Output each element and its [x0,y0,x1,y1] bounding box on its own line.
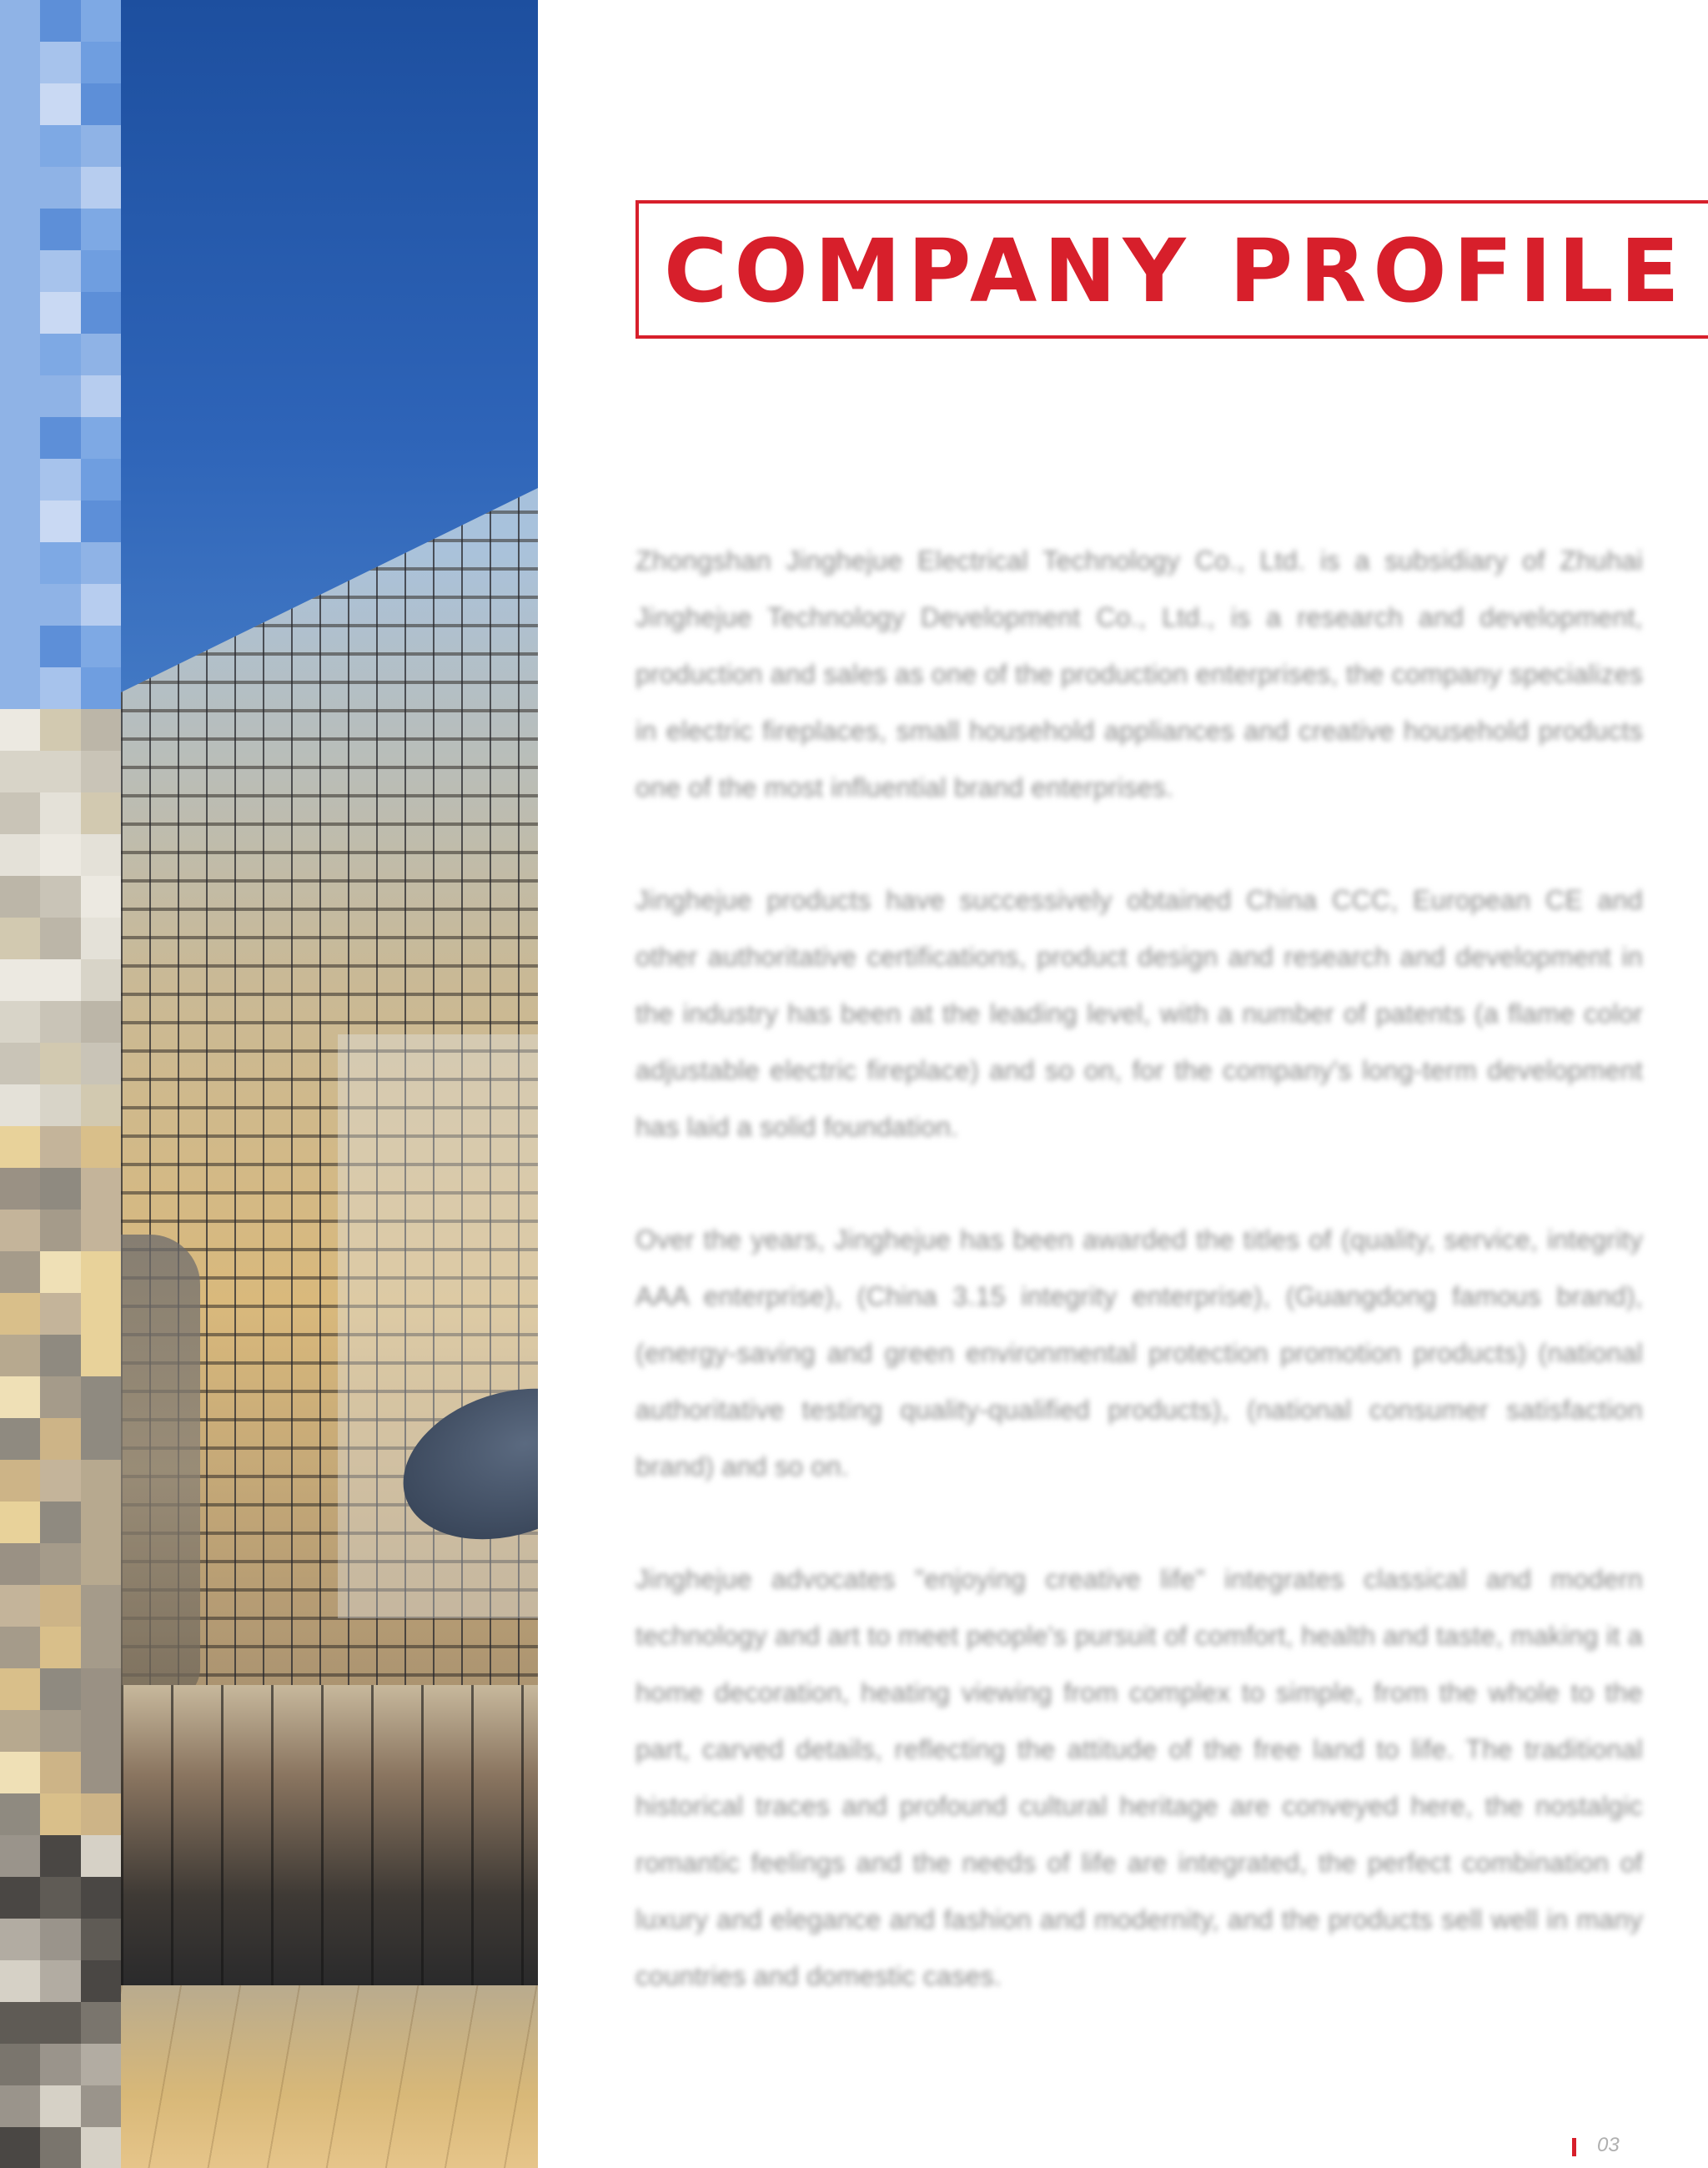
mosaic-tile [81,1502,121,1543]
mosaic-tile [40,1126,80,1168]
mosaic-tile [81,1084,121,1126]
mosaic-tile [81,417,121,459]
mosaic-tile [40,1835,80,1877]
mosaic-tile [81,959,121,1001]
mosaic-tile [40,1460,80,1502]
mosaic-tile [81,709,121,751]
mosaic-tile [0,1710,40,1752]
mosaic-tile [0,1835,40,1877]
mosaic-tile [81,1668,121,1710]
mosaic-tile [0,1001,40,1043]
mosaic-tile [0,459,40,501]
mosaic-tile [40,584,80,626]
mosaic-tile [81,1335,121,1376]
mosaic-tile [81,1460,121,1502]
mosaic-tile [81,125,121,167]
mosaic-tile [0,709,40,751]
mosaic-tile [40,250,80,292]
mosaic-tile [40,1376,80,1418]
mosaic-tile [0,501,40,542]
mosaic-tile [0,1210,40,1251]
mosaic-tile [0,792,40,834]
mosaic-tile [40,709,80,751]
mosaic-tile [0,209,40,250]
mosaic-tile [0,2002,40,2044]
mosaic-tile [0,1168,40,1210]
mosaic-tile [40,1043,80,1084]
mosaic-tile [0,2085,40,2127]
page-marker-bar [1572,2138,1576,2156]
mosaic-tile [40,1543,80,1585]
mosaic-tile [0,1793,40,1835]
mosaic-tile [81,42,121,83]
mosaic-tile [81,375,121,417]
mosaic-tile [81,1835,121,1877]
mosaic-tile [0,167,40,209]
mosaic-tile [40,1877,80,1919]
mosaic-tile [0,1376,40,1418]
mosaic-tile [81,459,121,501]
mosaic-tile [81,918,121,959]
mosaic-tile [40,1084,80,1126]
mosaic-tile [0,125,40,167]
mosaic-tile [0,834,40,876]
mosaic-tile [40,1001,80,1043]
mosaic-tile [40,0,80,42]
mosaic-tile [81,1210,121,1251]
mosaic-tile [0,417,40,459]
mosaic-tile [0,334,40,375]
mosaic-tile [81,1793,121,1835]
mosaic-tile [81,334,121,375]
mosaic-tile [0,584,40,626]
mosaic-tile [81,751,121,792]
mosaic-tile [81,626,121,667]
mosaic-tile [40,1919,80,1960]
mosaic-tile [40,1668,80,1710]
mosaic-tile [0,1502,40,1543]
plaza-ground [121,1985,538,2168]
mosaic-tile [0,918,40,959]
mosaic-tile [40,1793,80,1835]
tree-reflection [121,1235,200,1702]
mosaic-tile [40,1960,80,2002]
mosaic-tile [0,1585,40,1627]
mosaic-tile [0,1752,40,1793]
mosaic-tile [40,959,80,1001]
mosaic-tile [81,167,121,209]
mosaic-tile [81,667,121,709]
mosaic-tile [81,876,121,918]
paragraph-1: Zhongshan Jinghejue Electrical Technology Co., Ltd. is a subsidiary of Zhuhai Jinghejue Technology Development Co., Ltd., is a research and development, production and sales as one of the production enterprises, the company specializes in electric fireplaces, small household appliances and creative household products one of the most influential brand enterprises. [635,546,1643,802]
mosaic-tile [40,83,80,125]
mosaic-tile [40,2127,80,2168]
mosaic-tile [81,1376,121,1418]
mosaic-tile [40,459,80,501]
mosaic-tile [40,667,80,709]
mosaic-tile [81,1543,121,1585]
mosaic-tile [40,751,80,792]
mosaic-tile [0,2127,40,2168]
mosaic-tile [40,1418,80,1460]
mosaic-tile [0,542,40,584]
mosaic-tile [40,1293,80,1335]
mosaic-tile [0,751,40,792]
mosaic-tile [81,1251,121,1293]
mosaic-tile [81,1960,121,2002]
mosaic-tile [0,1919,40,1960]
mosaic-tile [0,959,40,1001]
mosaic-tile [40,542,80,584]
mosaic-tile [0,83,40,125]
mosaic-tile [81,1293,121,1335]
mosaic-tile [81,2002,121,2044]
mosaic-tile [0,1877,40,1919]
mosaic-tile [40,1251,80,1293]
mosaic-tile [40,334,80,375]
page-title: COMPANY PROFILE [664,220,1686,322]
mosaic-tile [81,1043,121,1084]
mosaic-tile [40,2002,80,2044]
mosaic-tile [40,209,80,250]
mosaic-tile [81,1919,121,1960]
mosaic-tile [0,292,40,334]
mosaic-tile [81,792,121,834]
mosaic-tile [81,1126,121,1168]
paragraph-3: Over the years, Jinghejue has been awarded the titles of (quality, service, integrity AAA enterprise), (China 3.15 integrity enterprise), (Guangdong famous brand), (energy-saving and green environmental protection promotion products) (national authoritative testing quality-qualified products), (national consumer satisfaction brand) and so on. [635,1225,1643,1481]
mosaic-tile [0,2044,40,2085]
mosaic-tile [81,1585,121,1627]
mosaic-tile [81,2044,121,2085]
mosaic-tile [0,876,40,918]
mosaic-tile [81,1168,121,1210]
mosaic-tile [40,2085,80,2127]
mosaic-tile [0,250,40,292]
mosaic-tile [40,1710,80,1752]
mosaic-tile [81,1001,121,1043]
mosaic-tile [81,2127,121,2168]
mosaic-tile [40,626,80,667]
paragraph-2: Jinghejue products have successively obtained China CCC, European CE and other authoritative certifications, product design and research and development in the industry has been at the leading level, with a number of patents (a flame color adjustable electric fireplace) and so on, for the company's long-term development has laid a solid foundation. [635,885,1643,1142]
mosaic-tile [40,375,80,417]
mosaic-tile [40,501,80,542]
profile-body [635,532,1643,2060]
mosaic-tile [0,667,40,709]
mosaic-tile [0,1418,40,1460]
mosaic-tile [40,876,80,918]
mosaic-tile [0,1460,40,1502]
mosaic-tile [40,167,80,209]
mosaic-tile [81,1418,121,1460]
mosaic-tile [0,42,40,83]
mosaic-tile [40,2044,80,2085]
mosaic-tile [40,1210,80,1251]
mosaic-tile [0,626,40,667]
mosaic-tile [40,42,80,83]
mosaic-tile [40,1335,80,1376]
mosaic-tile [40,1627,80,1668]
mosaic-tile [40,417,80,459]
page-number: 03 [1597,2134,1620,2156]
mosaic-tile [81,83,121,125]
mosaic-tile [0,1543,40,1585]
mosaic-tile [0,1251,40,1293]
mosaic-tile [40,1585,80,1627]
mosaic-tile [0,1084,40,1126]
mosaic-tile [81,834,121,876]
title-frame [635,200,1708,339]
mosaic-tile [40,918,80,959]
pixel-mosaic-strip [0,0,121,2168]
mosaic-tile [0,1293,40,1335]
mosaic-tile [81,584,121,626]
paragraph-4: Jinghejue advocates "enjoying creative life" integrates classical and modern technology and art to meet people's pursuit of comfort, health and taste, making it a home decoration, heating viewing from complex to simple, from the whole to the part, carved details, reflecting the attitude of the free land to life. The traditional historical traces and profound cultural heritage are conveyed here, the nostalgic romantic feelings and the needs of life are integrated, the perfect combination of luxury and elegance and fashion and modernity, and the products sell well in many countries and domestic cases. [635,1564,1643,1991]
mosaic-tile [81,1877,121,1919]
mosaic-tile [0,1126,40,1168]
mosaic-tile [81,0,121,42]
mosaic-tile [0,0,40,42]
mosaic-tile [0,1668,40,1710]
mosaic-tile [81,2085,121,2127]
building-podium [121,1685,538,1985]
mosaic-tile [81,1752,121,1793]
mosaic-tile [40,834,80,876]
mosaic-tile [40,1502,80,1543]
mosaic-tile [40,1752,80,1793]
mosaic-tile [40,792,80,834]
mosaic-tile [0,1960,40,2002]
mosaic-tile [81,1627,121,1668]
mosaic-tile [40,125,80,167]
mosaic-tile [40,1168,80,1210]
mosaic-tile [0,1043,40,1084]
mosaic-tile [81,1710,121,1752]
mosaic-tile [81,250,121,292]
mosaic-tile [40,292,80,334]
mosaic-tile [0,375,40,417]
mosaic-tile [81,501,121,542]
building-photo [121,0,538,2168]
mosaic-tile [0,1627,40,1668]
mosaic-tile [81,209,121,250]
mosaic-tile [81,292,121,334]
mosaic-tile [81,542,121,584]
mosaic-tile [0,1335,40,1376]
